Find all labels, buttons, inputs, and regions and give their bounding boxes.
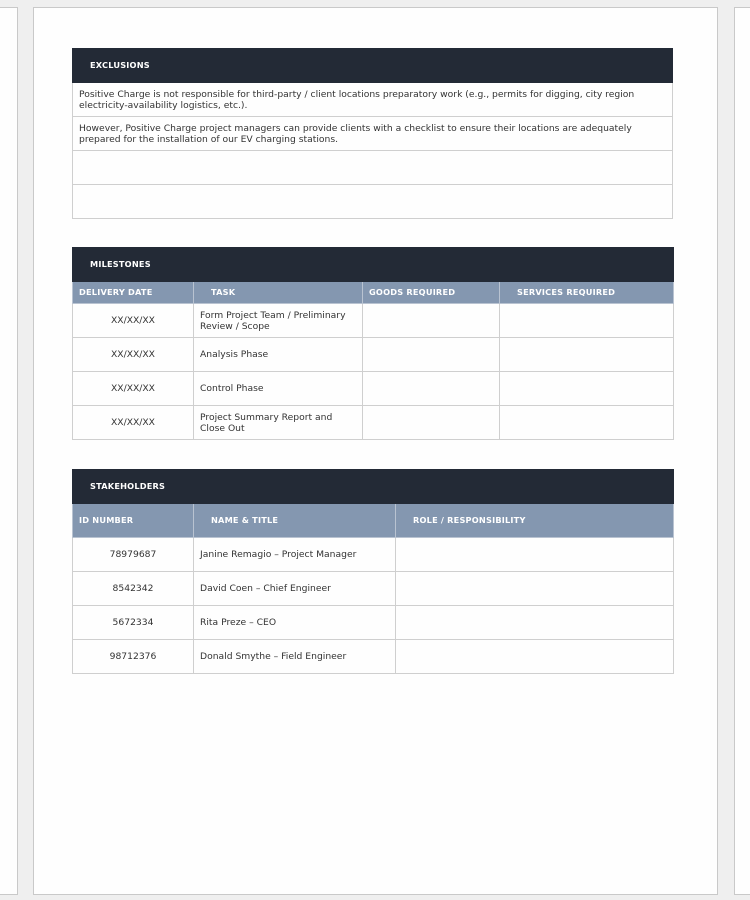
- task-cell[interactable]: Form Project Team / Preliminary Review / Scope: [194, 304, 363, 338]
- id-number-cell[interactable]: 5672334: [73, 606, 194, 640]
- column-header-id-number: ID NUMBER: [73, 504, 194, 538]
- table-row: [73, 338, 674, 372]
- services-cell[interactable]: [500, 304, 674, 338]
- goods-cell[interactable]: [363, 372, 500, 406]
- exclusion-cell[interactable]: However, Positive Charge project managers can provide clients with a checklist to ensure their locations are adequately prepared for the installation of our EV charging stations.: [73, 117, 673, 151]
- exclusion-cell[interactable]: [73, 185, 673, 219]
- services-cell[interactable]: [500, 338, 674, 372]
- task-cell[interactable]: Project Summary Report and Close Out: [194, 406, 363, 440]
- table-row: [73, 406, 674, 440]
- role-cell[interactable]: [396, 538, 674, 572]
- column-header-task: TASK: [194, 282, 363, 304]
- table-row: [73, 606, 674, 640]
- milestones-title: MILESTONES: [73, 248, 674, 282]
- stakeholders-title: STAKEHOLDERS: [73, 470, 674, 504]
- goods-cell[interactable]: [363, 338, 500, 372]
- id-number-cell[interactable]: 8542342: [73, 572, 194, 606]
- column-header-name-title: NAME & TITLE: [194, 504, 396, 538]
- column-header-goods-required: GOODS REQUIRED: [363, 282, 500, 304]
- role-cell[interactable]: [396, 606, 674, 640]
- delivery-date-cell[interactable]: XX/XX/XX: [73, 304, 194, 338]
- role-cell[interactable]: [396, 572, 674, 606]
- stakeholders-table: [72, 469, 674, 674]
- services-cell[interactable]: [500, 406, 674, 440]
- milestones-table: [72, 247, 674, 440]
- goods-cell[interactable]: [363, 304, 500, 338]
- task-cell[interactable]: Control Phase: [194, 372, 363, 406]
- previous-page-edge: [0, 7, 18, 895]
- column-header-services-required: SERVICES REQUIRED: [500, 282, 674, 304]
- name-title-cell[interactable]: Janine Remagio – Project Manager: [194, 538, 396, 572]
- task-cell[interactable]: Analysis Phase: [194, 338, 363, 372]
- delivery-date-cell[interactable]: XX/XX/XX: [73, 372, 194, 406]
- name-title-cell[interactable]: Donald Smythe – Field Engineer: [194, 640, 396, 674]
- column-header-delivery-date: DELIVERY DATE: [73, 282, 194, 304]
- exclusion-cell[interactable]: Positive Charge is not responsible for third-party / client locations preparatory work (e.g., permits for digging, city region electricity-availability logistics, etc.).: [73, 83, 673, 117]
- goods-cell[interactable]: [363, 406, 500, 440]
- exclusion-cell[interactable]: [73, 151, 673, 185]
- exclusions-table: [72, 48, 673, 219]
- table-row: [73, 372, 674, 406]
- table-row: [73, 538, 674, 572]
- column-header-role-responsibility: ROLE / RESPONSIBILITY: [396, 504, 674, 538]
- name-title-cell[interactable]: David Coen – Chief Engineer: [194, 572, 396, 606]
- exclusions-title: EXCLUSIONS: [73, 49, 673, 83]
- services-cell[interactable]: [500, 372, 674, 406]
- next-page-edge: [734, 7, 750, 895]
- role-cell[interactable]: [396, 640, 674, 674]
- id-number-cell[interactable]: 98712376: [73, 640, 194, 674]
- delivery-date-cell[interactable]: XX/XX/XX: [73, 338, 194, 372]
- table-row: [73, 572, 674, 606]
- id-number-cell[interactable]: 78979687: [73, 538, 194, 572]
- name-title-cell[interactable]: Rita Preze – CEO: [194, 606, 396, 640]
- table-row: [73, 640, 674, 674]
- table-row: [73, 304, 674, 338]
- delivery-date-cell[interactable]: XX/XX/XX: [73, 406, 194, 440]
